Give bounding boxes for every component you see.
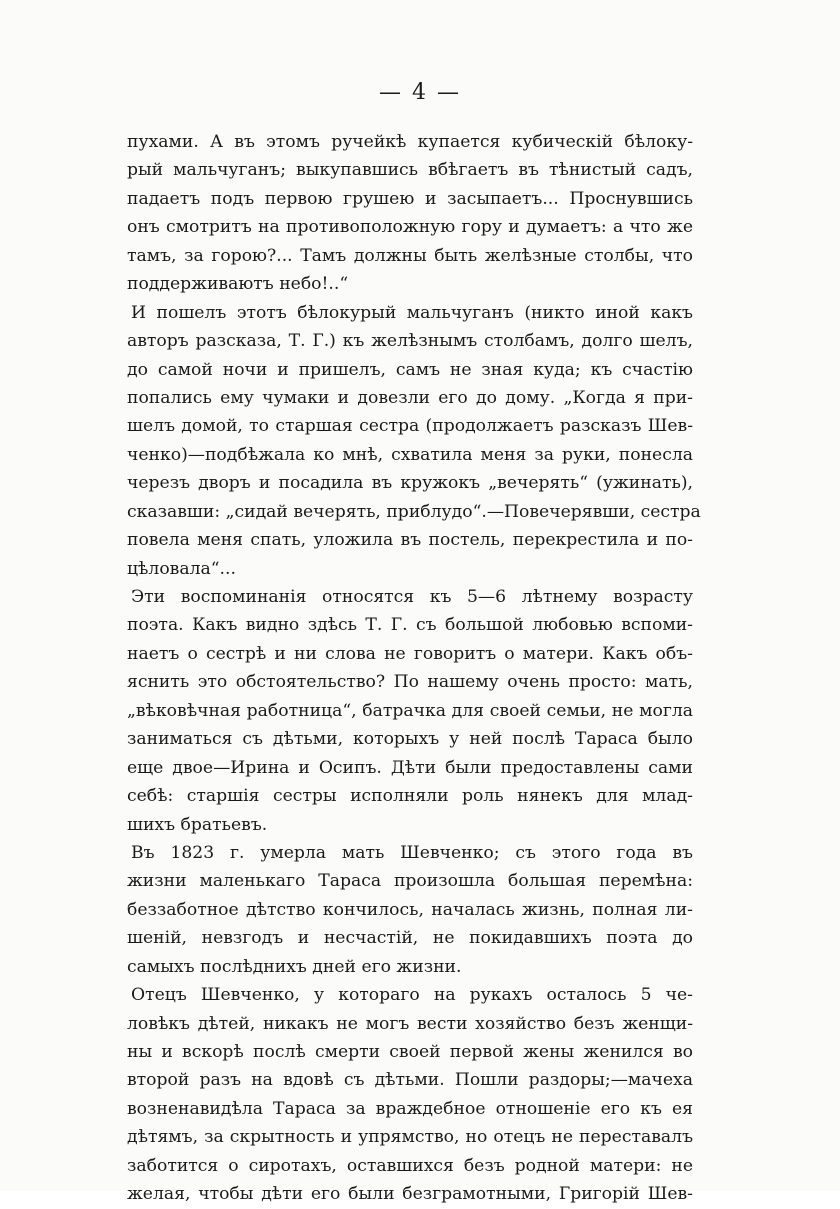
page-number: — 4 — bbox=[379, 80, 461, 105]
text-line: заботится о сиротахъ, оставшихся безъ родной матери: не bbox=[127, 1155, 693, 1176]
text-line: Въ 1823 г. умерла мать Шевченко; съ этого года въ bbox=[131, 842, 693, 863]
text-line: И пошелъ этотъ бѣлокурый мальчуганъ (никто иной какъ bbox=[131, 302, 693, 323]
body-text bbox=[127, 128, 701, 1209]
text-line: „вѣковѣчная работница“, батрачка для своей семьи, не могла bbox=[127, 700, 693, 721]
text-line: цѣловала“... bbox=[127, 558, 236, 579]
text-line: онъ смотритъ на противоположную гору и думаетъ: а что же bbox=[127, 217, 693, 238]
text-line: второй разъ на вдовѣ съ дѣтьми. Пошли раздоры;—мачеха bbox=[127, 1070, 693, 1091]
text-line: шелъ домой, то старшая сестра (продолжаетъ разсказъ Шев- bbox=[127, 416, 693, 437]
text-line: рый мальчуганъ; выкупавшись вбѣгаетъ въ тѣнистый садъ, bbox=[127, 160, 693, 181]
text-line: ны и вскорѣ послѣ смерти своей первой жены женился во bbox=[127, 1042, 693, 1062]
text-line: Эти воспоминанія относятся къ 5—6 лѣтнему возрасту bbox=[131, 587, 693, 607]
text-line: поддерживаютъ небо!..“ bbox=[127, 274, 349, 295]
text-line: тамъ, за горою?... Тамъ должны быть желѣзные столбы, что bbox=[127, 245, 693, 266]
text-line: самыхъ послѣднихъ дней его жизни. bbox=[127, 956, 462, 977]
text-line: заниматься съ дѣтьми, которыхъ у ней послѣ Тараса было bbox=[127, 729, 693, 750]
text-line: поэта. Какъ видно здѣсь Т. Г. съ большой любовью вспоми- bbox=[127, 615, 693, 636]
text-line: попались ему чумаки и довезли его до дому. „Когда я при- bbox=[127, 387, 693, 408]
text-line: черезъ дворъ и посадила въ кружокъ „вечерять“ (ужинать), bbox=[127, 473, 693, 494]
text-line: еще двое—Ирина и Осипъ. Дѣти были предоставлены сами bbox=[127, 757, 693, 778]
text-line: сказавши: „сидай вечерять, приблудо“.—Повечерявши, сестра bbox=[127, 501, 701, 522]
text-line: желая, чтобы дѣти его были безграмотными, Григорій Шев- bbox=[127, 1184, 693, 1205]
text-line: авторъ разсказа, Т. Г.) къ желѣзнымъ столбамъ, долго шелъ, bbox=[127, 331, 693, 352]
text-line: наетъ о сестрѣ и ни слова не говоритъ о матери. Какъ объ- bbox=[127, 643, 693, 664]
text-line: ловѣкъ дѣтей, никакъ не могъ вести хозяйство безъ женщи- bbox=[127, 1013, 693, 1034]
text-line: повела меня спать, уложила въ постель, перекрестила и по- bbox=[127, 530, 693, 551]
text-line: яснить это обстоятельство? По нашему очень просто: мать, bbox=[127, 672, 693, 693]
text-line: возненавидѣла Тараса за враждебное отношеніе его къ ея bbox=[127, 1098, 693, 1119]
text-line: дѣтямъ, за скрытность и упрямство, но отецъ не переставалъ bbox=[127, 1127, 693, 1148]
text-line: падаетъ подъ первою грушею и засыпаетъ... Проснувшись bbox=[127, 188, 693, 209]
text-line: себѣ: старшія сестры исполняли роль нянекъ для млад- bbox=[127, 786, 693, 807]
text-line: Отецъ Шевченко, у котораго на рукахъ осталось 5 че- bbox=[131, 985, 693, 1006]
text-line: шеній, невзгодъ и несчастій, не покидавшихъ поэта до bbox=[127, 928, 693, 949]
text-line: до самой ночи и пришелъ, самъ не зная куда; къ счастію bbox=[127, 359, 693, 380]
text-line: шихъ братьевъ. bbox=[127, 814, 268, 835]
text-line: беззаботное дѣтство кончилось, началась жизнь, полная ли- bbox=[127, 899, 693, 920]
text-line: ченко)—подбѣжала ко мнѣ, схватила меня за руки, понесла bbox=[127, 444, 693, 465]
text-line: жизни маленькаго Тараса произошла большая перемѣна: bbox=[127, 871, 693, 892]
text-line: пухами. А въ этомъ ручейкѣ купается кубическій бѣлоку- bbox=[127, 132, 693, 152]
